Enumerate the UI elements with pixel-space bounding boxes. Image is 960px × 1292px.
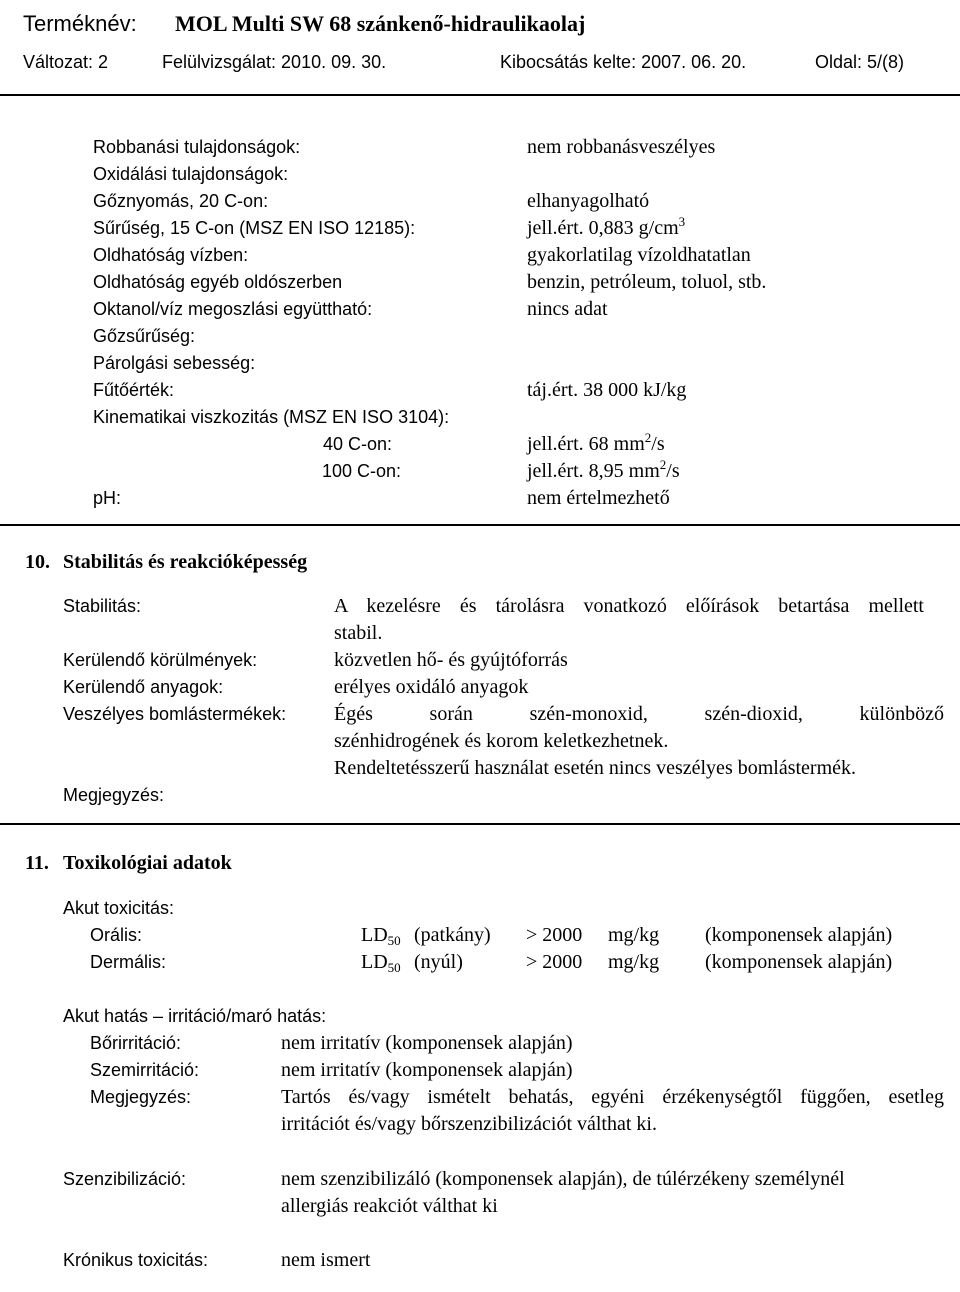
- viscosity-40-label: 40 C-on:: [323, 434, 393, 454]
- oral-ld-text: LD: [361, 924, 388, 946]
- acute-effect-label: Akut hatás – irritáció/maró hatás:: [63, 1006, 327, 1026]
- dermal-ld-text: LD: [361, 951, 388, 973]
- product-name: MOL Multi SW 68 szánkenő-hidraulikaolaj: [175, 11, 586, 36]
- viscosity-100-value: [527, 459, 680, 485]
- vapour-density-label: Gőzsűrűség:: [93, 326, 196, 346]
- oral-ld-subscript: 50: [387, 933, 401, 948]
- viscosity-40-superscript: 2: [644, 430, 652, 445]
- section-10-number: 10.: [25, 551, 50, 573]
- section-11-note-line-2: irritációt és/vagy bőrszenzibilizációt válthat ki.: [281, 1113, 657, 1135]
- decomposition-value-line-1: Égés során szén-monoxid, szén-dioxid, különböző: [334, 703, 944, 725]
- density-superscript: 3: [678, 214, 686, 229]
- oxidizing-label: Oxidálási tulajdonságok:: [93, 164, 289, 184]
- decomposition-value-line-3: Rendeltetésszerű használat esetén nincs veszélyes bomlástermék.: [334, 757, 857, 779]
- solvent-solubility-value: benzin, petróleum, toluol, stb.: [527, 271, 767, 293]
- heating-value-label: Fűtőérték:: [93, 380, 175, 400]
- density-value: [527, 216, 685, 242]
- dermal-unit: mg/kg: [608, 951, 660, 973]
- sensitization-label: Szenzibilizáció:: [63, 1169, 187, 1189]
- chronic-toxicity-label: Krónikus toxicitás:: [63, 1250, 209, 1270]
- explosive-value: nem robbanásveszélyes: [527, 136, 716, 158]
- skin-irritation-value: nem irritatív (komponensek alapján): [281, 1032, 573, 1054]
- section-divider-11: [0, 823, 960, 825]
- section-11-number: 11.: [25, 852, 49, 874]
- dermal-value: > 2000: [526, 951, 583, 973]
- oral-value: > 2000: [526, 924, 583, 946]
- section-11-note-line-1: Tartós és/vagy ismételt behatás, egyéni érzékenységtől függően, esetleg: [281, 1086, 944, 1108]
- stability-value-line-1: A kezelésre és tárolásra vonatkozó előírások betartása mellett: [334, 595, 924, 617]
- section-10-title: Stabilitás és reakcióképesség: [63, 551, 308, 573]
- ph-label: pH:: [93, 488, 122, 508]
- stability-label: Stabilitás:: [63, 596, 142, 616]
- sensitization-value-line-1: nem szenzibilizáló (komponensek alapján), de túlérzékeny személynél: [281, 1168, 845, 1190]
- partition-label: Oktanol/víz megoszlási együttható:: [93, 299, 373, 319]
- density-number: jell.ért. 0,883 g/cm: [527, 217, 679, 239]
- issue-date: Kibocsátás kelte: 2007. 06. 20.: [500, 52, 747, 72]
- page-number: Oldal: 5/(8): [815, 52, 905, 72]
- conditions-label: Kerülendő körülmények:: [63, 650, 258, 670]
- conditions-value: közvetlen hő- és gyújtóforrás: [334, 649, 568, 671]
- materials-label: Kerülendő anyagok:: [63, 677, 224, 697]
- section-divider-10: [0, 524, 960, 526]
- dermal-label: Dermális:: [90, 952, 167, 972]
- viscosity-100-unit: /s: [666, 460, 680, 482]
- water-solubility-label: Oldhatóság vízben:: [93, 245, 249, 265]
- section-11-title: Toxikológiai adatok: [63, 852, 232, 874]
- section-11-note-label: Megjegyzés:: [90, 1087, 192, 1107]
- vapour-pressure-label: Gőznyomás, 20 C-on:: [93, 191, 269, 211]
- dermal-ld: [361, 950, 401, 976]
- eye-irritation-label: Szemirritáció:: [90, 1060, 200, 1080]
- viscosity-40-value: [527, 432, 665, 458]
- solvent-solubility-label: Oldhatóság egyéb oldószerben: [93, 272, 343, 292]
- revision-date: Felülvizsgálat: 2010. 09. 30.: [162, 52, 387, 72]
- oral-basis: (komponensek alapján): [705, 924, 893, 946]
- viscosity-100-number: jell.ért. 8,95 mm: [527, 460, 660, 482]
- skin-irritation-label: Bőrirritáció:: [90, 1033, 182, 1053]
- stability-value-line-2: stabil.: [334, 622, 383, 644]
- viscosity-40-unit: /s: [651, 433, 665, 455]
- vapour-pressure-value: elhanyagolható: [527, 190, 650, 212]
- dermal-species: (nyúl): [414, 951, 463, 973]
- acute-toxicity-label: Akut toxicitás:: [63, 898, 175, 918]
- heating-value: táj.ért. 38 000 kJ/kg: [527, 379, 687, 401]
- decomposition-label: Veszélyes bomlástermékek:: [63, 704, 287, 724]
- explosive-label: Robbanási tulajdonságok:: [93, 137, 301, 157]
- oral-ld: [361, 923, 401, 949]
- section-10-note-label: Megjegyzés:: [63, 785, 165, 805]
- dermal-basis: (komponensek alapján): [705, 951, 893, 973]
- oral-unit: mg/kg: [608, 924, 660, 946]
- dermal-ld-subscript: 50: [387, 960, 401, 975]
- oral-label: Orális:: [90, 925, 143, 945]
- product-label: Terméknév:: [23, 11, 137, 36]
- viscosity-40-number: jell.ért. 68 mm: [527, 433, 645, 455]
- viscosity-100-label: 100 C-on:: [322, 461, 402, 481]
- materials-value: erélyes oxidáló anyagok: [334, 676, 529, 698]
- viscosity-100-superscript: 2: [659, 457, 667, 472]
- ph-value: nem értelmezhető: [527, 487, 670, 509]
- density-label: Sűrűség, 15 C-on (MSZ EN ISO 12185):: [93, 218, 416, 238]
- sensitization-value-line-2: allergiás reakciót válthat ki: [281, 1195, 498, 1217]
- chronic-toxicity-value: nem ismert: [281, 1249, 371, 1271]
- version: Változat: 2: [23, 52, 109, 72]
- eye-irritation-value: nem irritatív (komponensek alapján): [281, 1059, 573, 1081]
- viscosity-label: Kinematikai viszkozitás (MSZ EN ISO 3104):: [93, 407, 450, 427]
- header-divider: [0, 94, 960, 96]
- decomposition-value-line-2: szénhidrogének és korom keletkezhetnek.: [334, 730, 669, 752]
- evaporation-label: Párolgási sebesség:: [93, 353, 256, 373]
- partition-value: nincs adat: [527, 298, 608, 320]
- oral-species: (patkány): [414, 924, 491, 946]
- water-solubility-value: gyakorlatilag vízoldhatatlan: [527, 244, 751, 266]
